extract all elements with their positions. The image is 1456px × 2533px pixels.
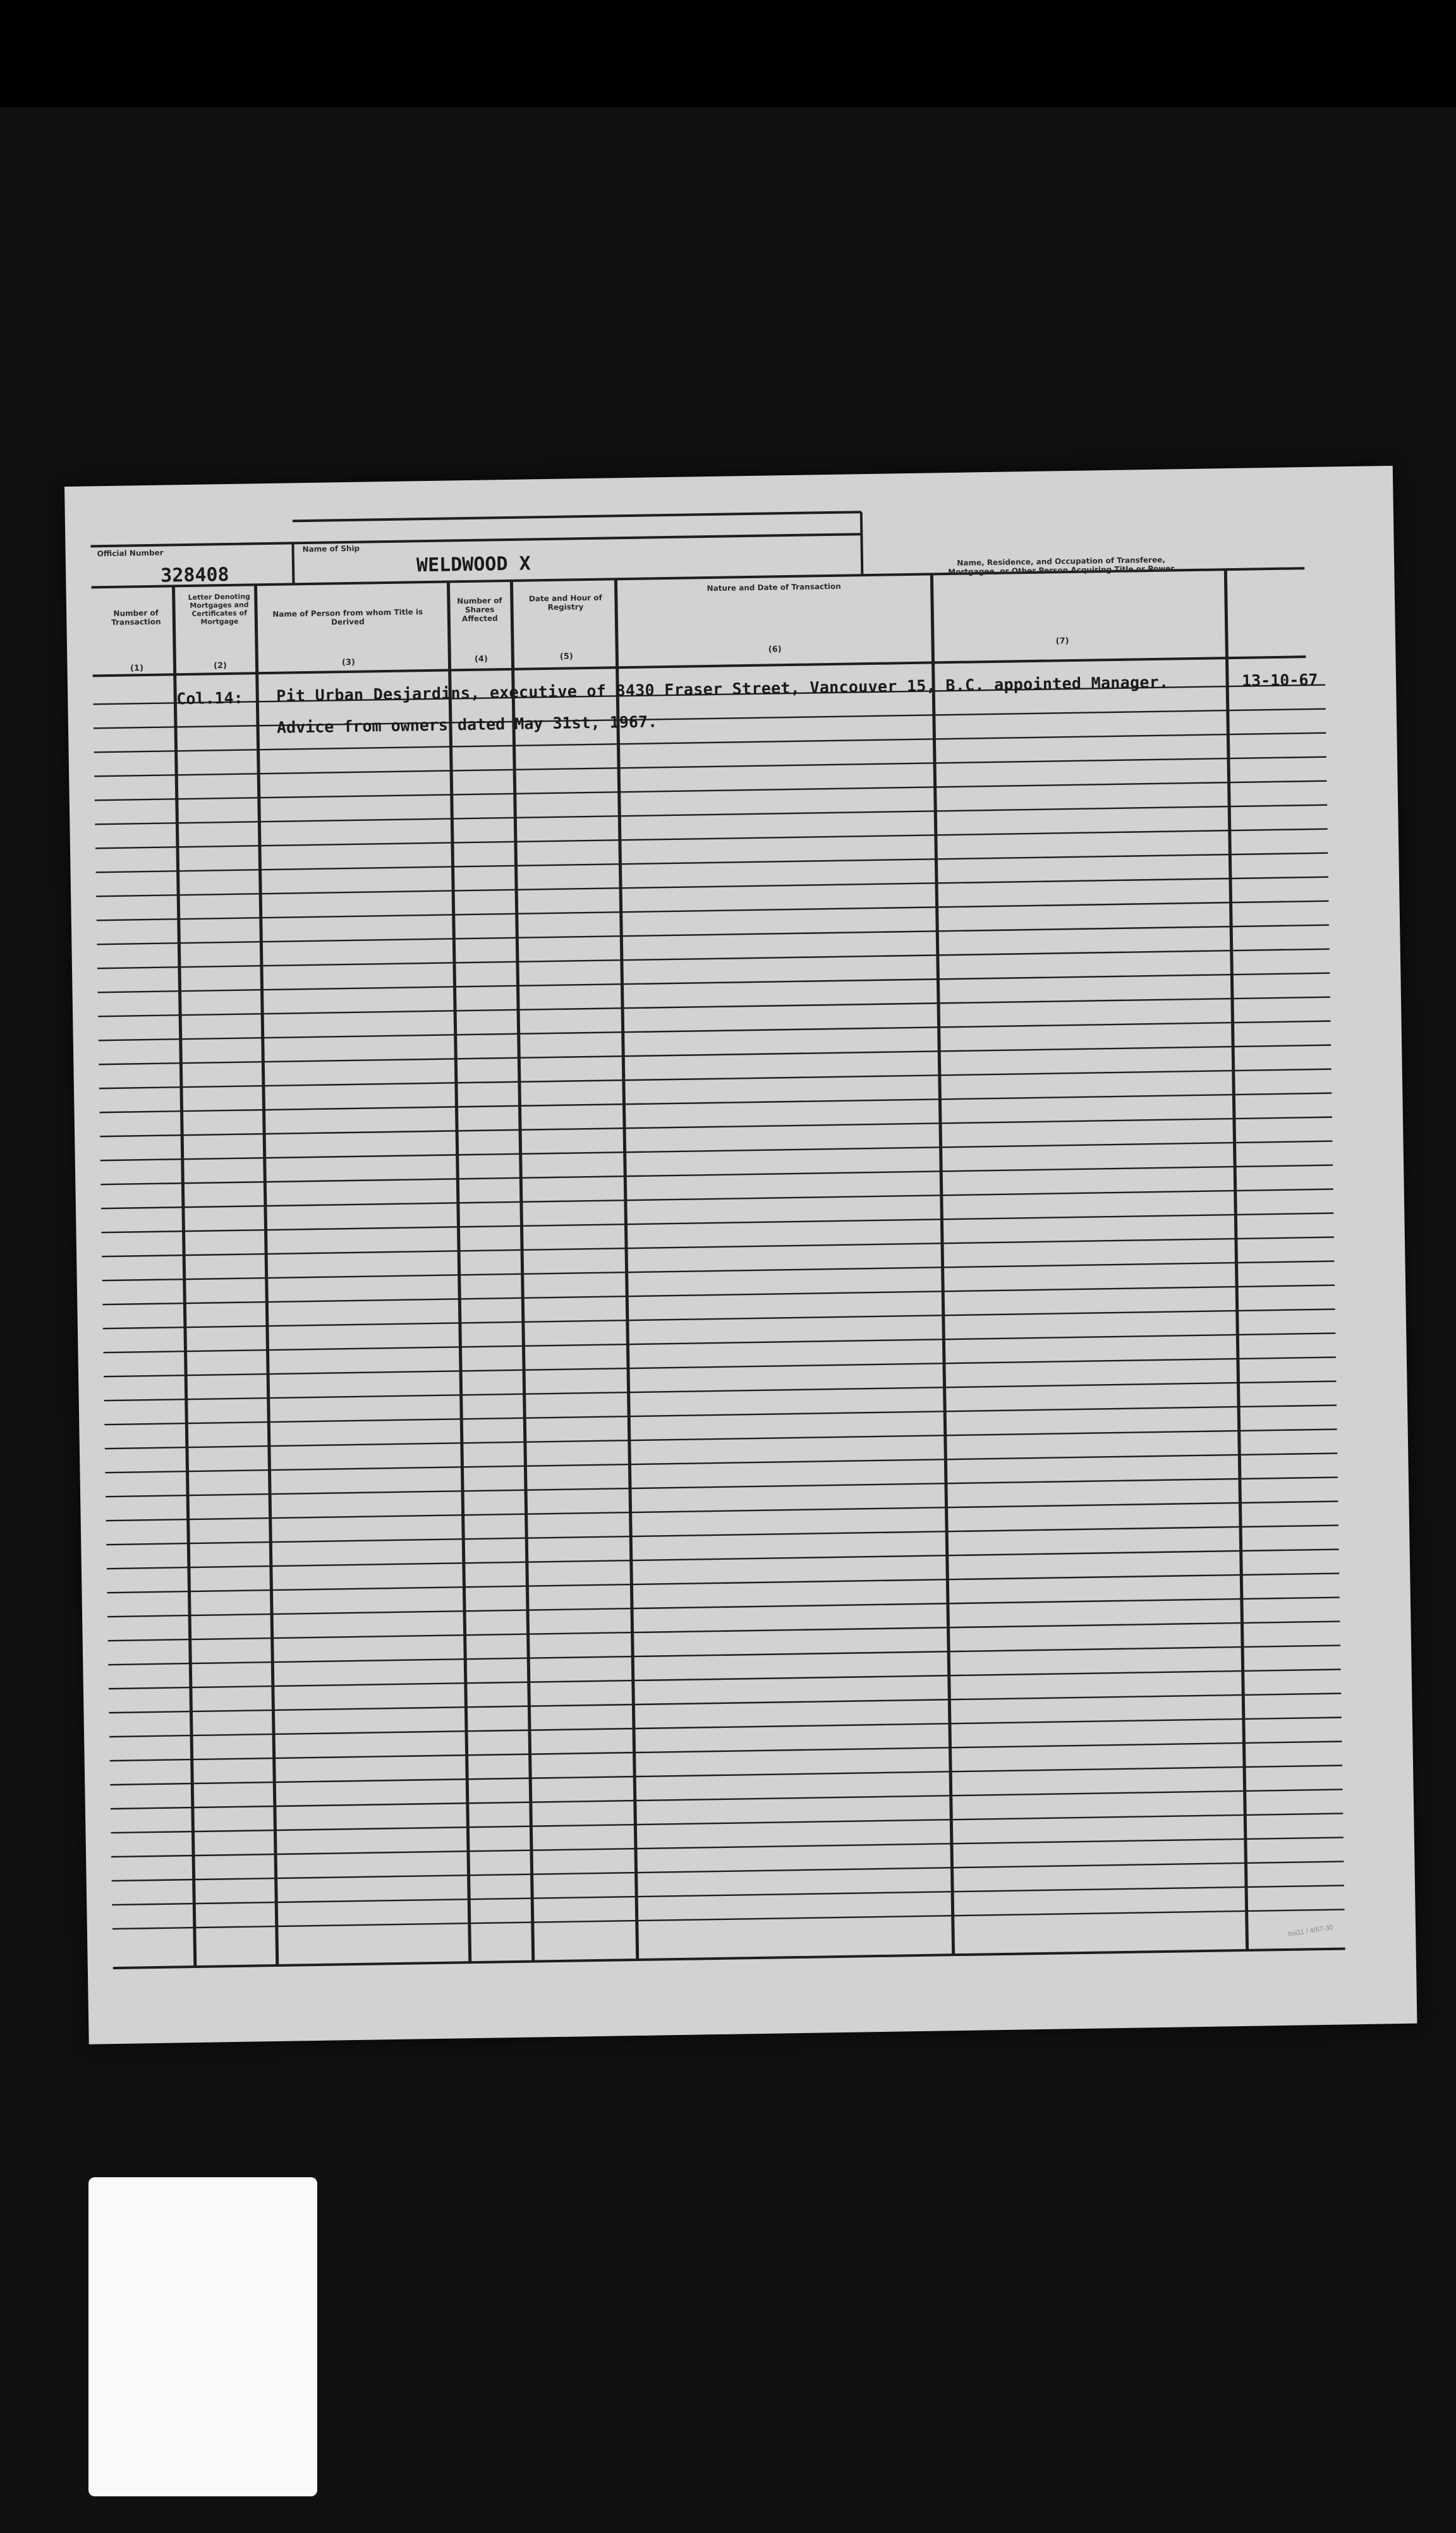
ruled-row	[100, 1141, 1333, 1161]
col-5-number: (5)	[559, 652, 573, 662]
col-4-number: (4)	[474, 654, 488, 664]
col-2-heading: Letter Denoting Mortgages and Certificates of Mortgage	[188, 592, 251, 626]
ruled-row	[111, 1813, 1343, 1833]
header-top-rule	[90, 534, 861, 546]
register-bottom-rule	[113, 1948, 1345, 1968]
ruled-row	[97, 949, 1330, 969]
ruled-row	[97, 925, 1329, 945]
ruled-row	[112, 1909, 1345, 1929]
ruled-row	[106, 1502, 1338, 1521]
entry-reference: Col.14:	[176, 688, 243, 708]
ruled-row	[106, 1526, 1338, 1545]
header-ship-box-right	[861, 512, 863, 575]
col-7-number: (7)	[1055, 636, 1069, 647]
ruled-row	[95, 781, 1327, 801]
ruled-row	[107, 1598, 1340, 1617]
ruled-row	[99, 1021, 1331, 1041]
ruled-row	[108, 1622, 1340, 1641]
ruled-row	[107, 1550, 1339, 1569]
ruled-row	[98, 973, 1330, 993]
entry-line-2: Advice from owners dated May 31st, 1967.	[276, 712, 658, 737]
ruled-row	[99, 1069, 1332, 1089]
ruled-row	[95, 829, 1328, 849]
ruled-row	[98, 997, 1330, 1017]
ruled-row	[112, 1885, 1344, 1905]
ruled-row	[110, 1765, 1342, 1785]
ruled-row	[112, 1861, 1344, 1881]
ship-register-sheet	[64, 466, 1417, 2044]
ship-name-label: Name of Ship	[302, 544, 360, 554]
col-3-number: (3)	[341, 657, 356, 668]
ruled-row	[95, 805, 1327, 825]
col-6-heading: Nature and Date of Transaction	[707, 581, 841, 593]
ruled-row	[102, 1285, 1335, 1305]
film-leader-tab	[88, 2177, 317, 2496]
ruled-row	[111, 1789, 1343, 1809]
col-2-number: (2)	[213, 660, 228, 671]
ruled-row	[109, 1694, 1341, 1713]
col-4-heading: Number of Shares Affected	[457, 596, 502, 624]
ruled-row	[109, 1670, 1341, 1689]
ruled-row	[100, 1117, 1332, 1137]
ruled-row	[96, 853, 1328, 873]
entry-date: 13-10-67	[1241, 670, 1318, 690]
ruled-row	[104, 1406, 1337, 1425]
ruled-row	[100, 1093, 1332, 1113]
col-6-number: (6)	[768, 645, 782, 655]
ruled-row	[102, 1237, 1334, 1257]
ruled-row	[102, 1213, 1334, 1233]
ruled-row	[107, 1574, 1339, 1593]
ruled-row	[106, 1454, 1338, 1473]
col-5-heading: Date and Hour of Registry	[528, 593, 602, 612]
official-number-label: Official Number	[97, 548, 164, 559]
ruled-row	[97, 901, 1329, 921]
col-1-heading: Number of Transaction	[111, 608, 161, 627]
register-grid	[64, 466, 1417, 2044]
film-top-band	[0, 0, 1456, 107]
ruled-row	[104, 1333, 1336, 1353]
header-ship-box-top	[293, 512, 861, 521]
ruled-row	[110, 1741, 1342, 1761]
archive-stamp: bsl11 / 4/67-30	[1287, 1923, 1334, 1938]
entry-line-1: Pit Urban Desjardins, executive of 8430 Fraser Street, Vancouver 15, B.C. appointed Manager.	[276, 672, 1169, 705]
ship-name: WELDWOOD X	[416, 552, 531, 577]
ruled-row	[104, 1358, 1336, 1377]
col-3-heading: Name of Person from whom Title is Derived	[272, 607, 423, 627]
col-1-number: (1)	[130, 664, 144, 674]
ruled-row	[104, 1382, 1337, 1401]
ruled-row	[99, 1045, 1331, 1065]
ruled-row	[111, 1837, 1344, 1857]
ruled-row	[100, 1165, 1333, 1185]
col-7-heading: Name, Residence, and Occupation of Transferee, Mortgagee, or Other Person Acquiring Title or Power	[948, 555, 1175, 577]
ruled-row	[109, 1717, 1342, 1737]
ruled-row	[94, 757, 1326, 777]
ruled-row	[108, 1646, 1340, 1665]
ruled-row	[106, 1478, 1338, 1497]
ruled-row	[101, 1189, 1333, 1209]
ruled-row	[103, 1309, 1335, 1329]
ruled-row	[102, 1261, 1335, 1281]
ruled-row	[96, 877, 1328, 897]
ruled-row	[105, 1430, 1337, 1449]
official-number: 328408	[160, 563, 229, 587]
